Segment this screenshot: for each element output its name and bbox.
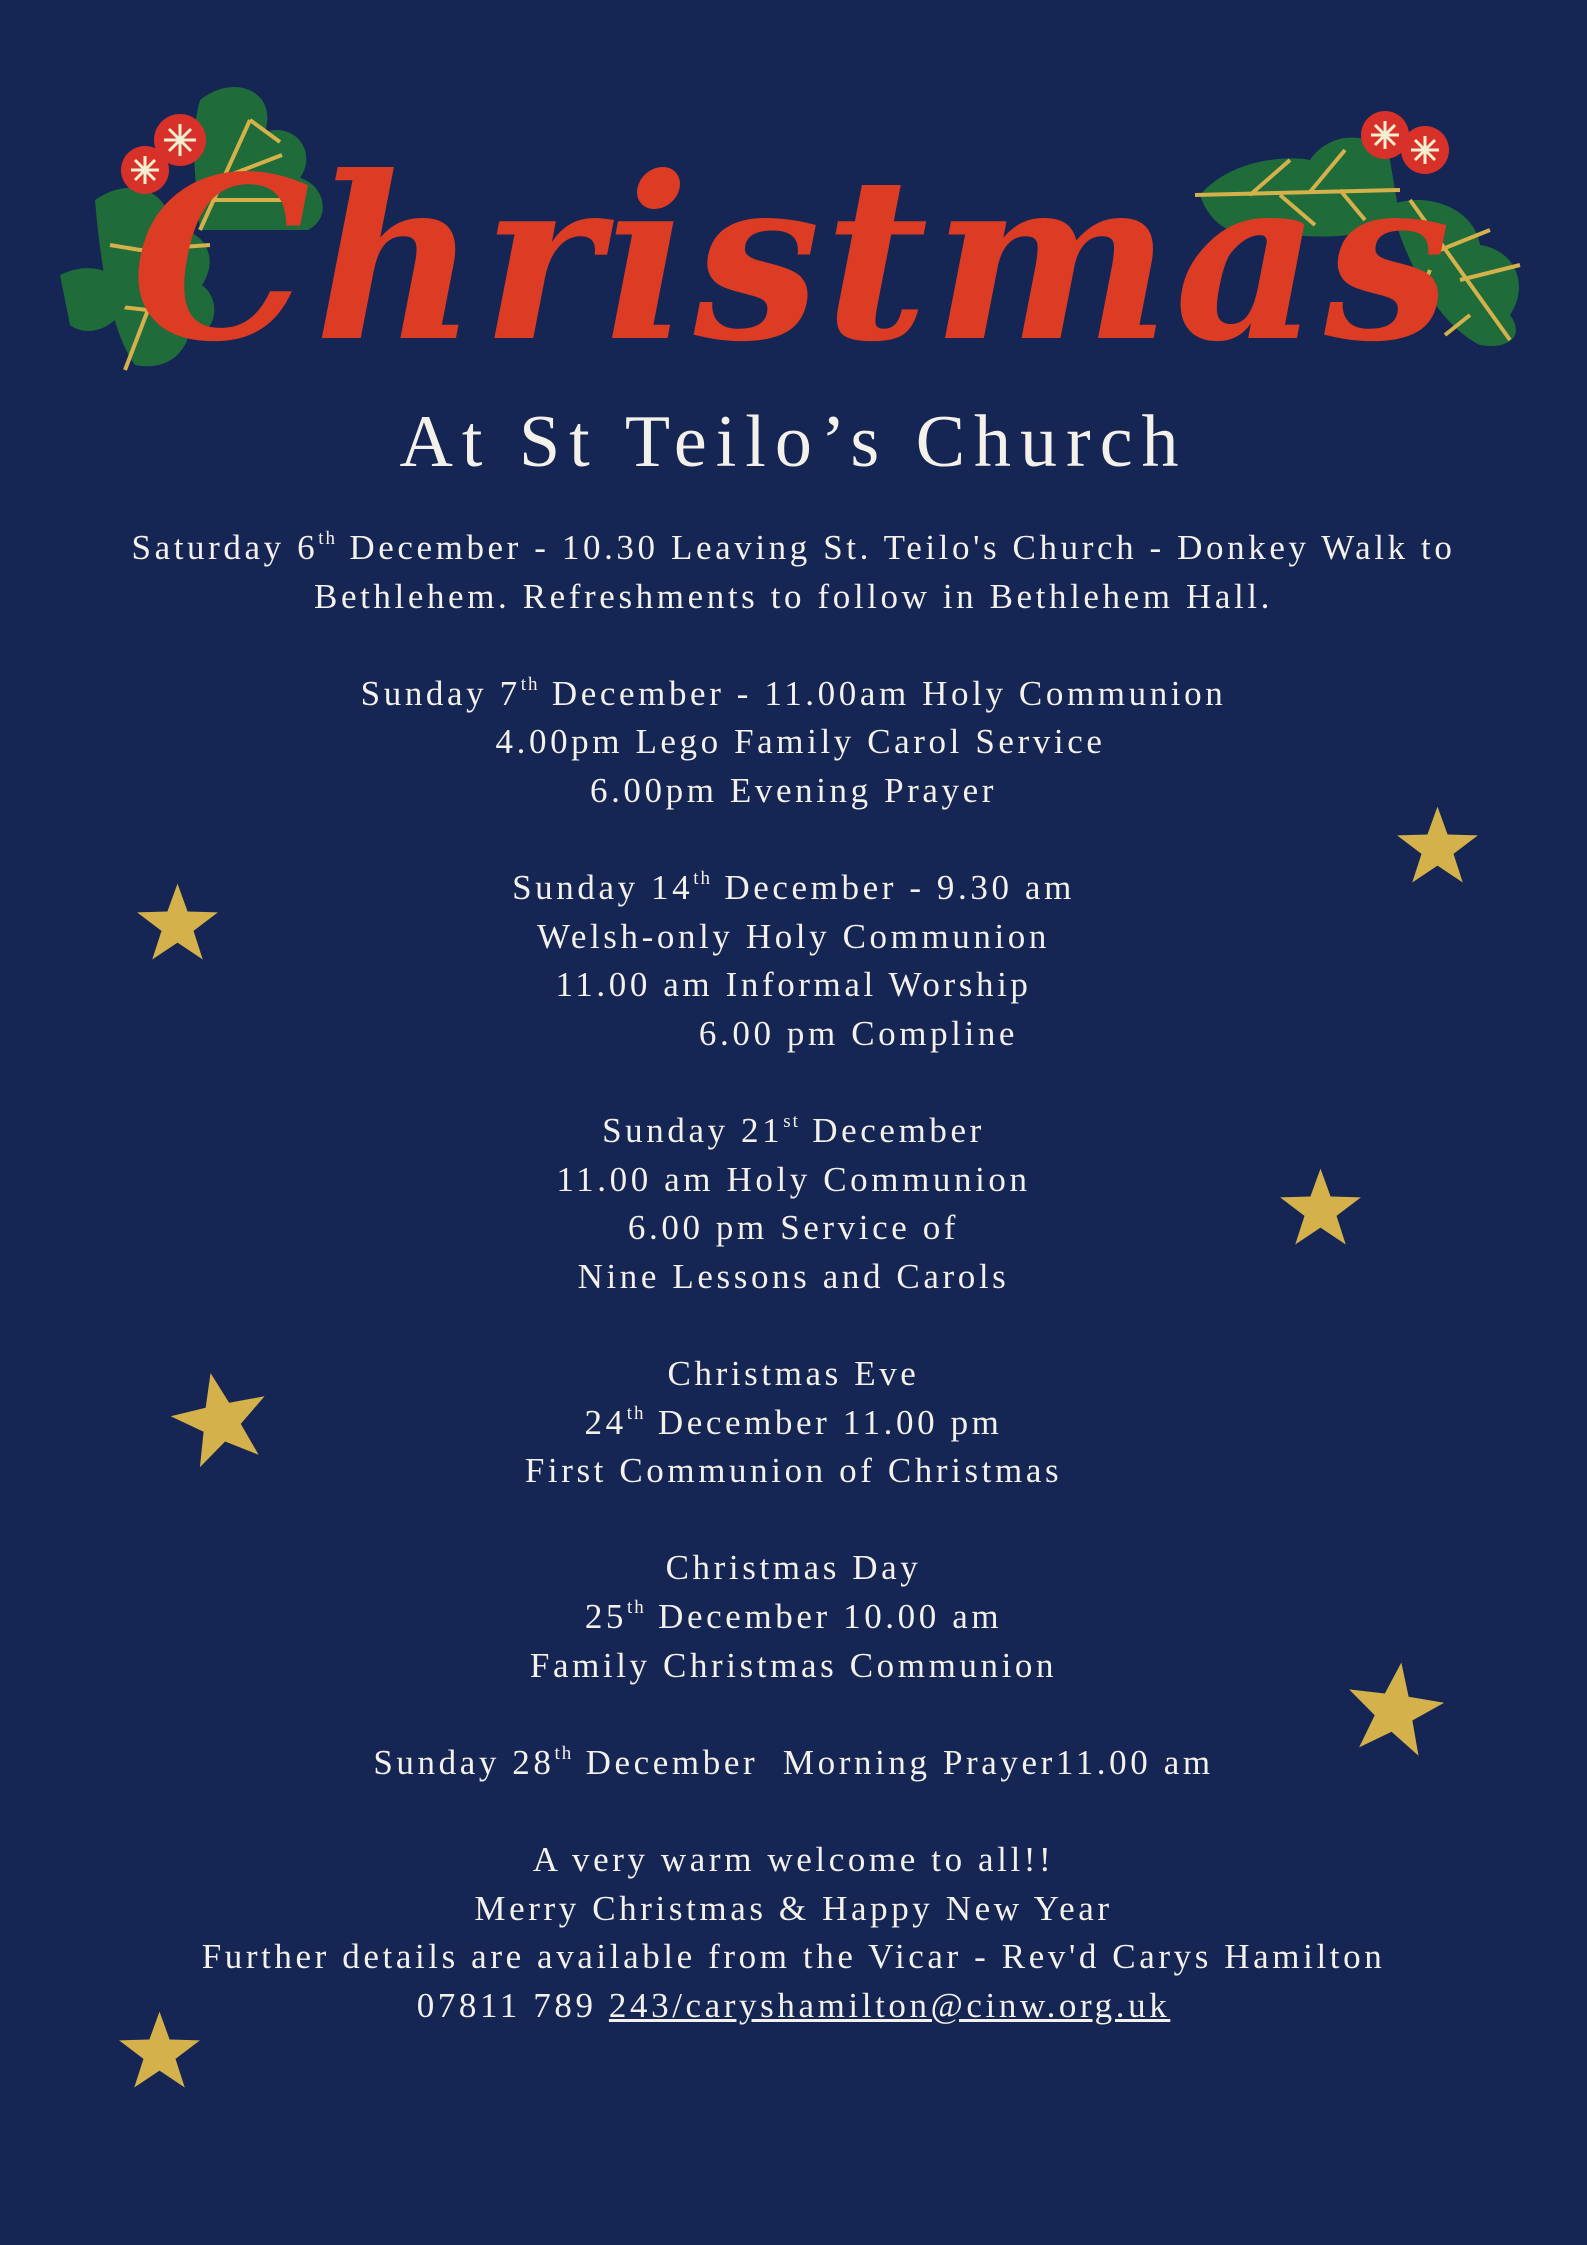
schedule-line: Sunday 7th December - 11.00am Holy Communion — [360, 673, 1227, 713]
schedule-line: 4.00pm Lego Family Carol Service — [495, 722, 1106, 762]
schedule-line: 25th December 10.00 am — [584, 1597, 1003, 1637]
schedule-line: Saturday 6th December - 10.30 Leaving St. Teilo's Church - Donkey Walk to — [131, 528, 1456, 567]
footer-info — [0, 1836, 1587, 2030]
contact-details: Further details are available from the Vicar - Rev'd Carys Hamilton — [201, 1937, 1386, 1977]
schedule-line: 11.00 am Holy Communion — [556, 1159, 1031, 1199]
schedule-sunday-7 — [0, 670, 1587, 816]
schedule-line: 6.00 pm Service of — [627, 1208, 960, 1248]
schedule-sunday-21 — [0, 1107, 1587, 1301]
schedule-line: 24th December 11.00 pm — [584, 1402, 1003, 1442]
welcome-text: A very warm welcome to all!! — [532, 1840, 1055, 1880]
phone-number: 07811 789 — [416, 1985, 609, 2025]
headline — [0, 120, 1587, 380]
schedule-line: 6.00 pm Compline — [698, 1013, 1019, 1053]
schedule-line: Bethlehem. Refreshments to follow in Bethlehem Hall. — [314, 576, 1273, 616]
contact-line — [0, 1982, 1587, 2031]
schedule-line: Sunday 21st December — [602, 1111, 985, 1151]
schedule-christmas-day — [0, 1544, 1587, 1690]
schedule-line: Sunday 14th December - 9.30 am — [512, 868, 1075, 908]
page-subtitle: At St Teilo’s Church — [399, 401, 1188, 483]
schedule-christmas-eve — [0, 1350, 1587, 1496]
schedule-line: Welsh-only Holy Communion — [536, 916, 1050, 956]
schedule-line: Sunday 28th December Morning Prayer11.00 am — [373, 1742, 1214, 1782]
schedule-line: Family Christmas Communion — [529, 1645, 1058, 1685]
schedule-sunday-14 — [0, 864, 1587, 1058]
schedule-line: Nine Lessons and Carols — [577, 1256, 1010, 1296]
service-schedule — [0, 524, 1587, 2079]
schedule-saturday-6 — [0, 524, 1587, 621]
schedule-line: 11.00 am Informal Worship — [555, 965, 1032, 1005]
schedule-line: First Communion of Christmas — [524, 1451, 1063, 1491]
email-link[interactable]: 243/caryshamilton@cinw.org.uk — [608, 1985, 1171, 2025]
schedule-line: Christmas Eve — [667, 1354, 920, 1394]
schedule-line: 6.00pm Evening Prayer — [589, 770, 998, 810]
headline-text: Christmas — [131, 128, 1455, 380]
schedule-line: Christmas Day — [665, 1548, 922, 1588]
schedule-sunday-28 — [0, 1739, 1587, 1788]
greeting-text: Merry Christmas & Happy New Year — [474, 1888, 1113, 1928]
